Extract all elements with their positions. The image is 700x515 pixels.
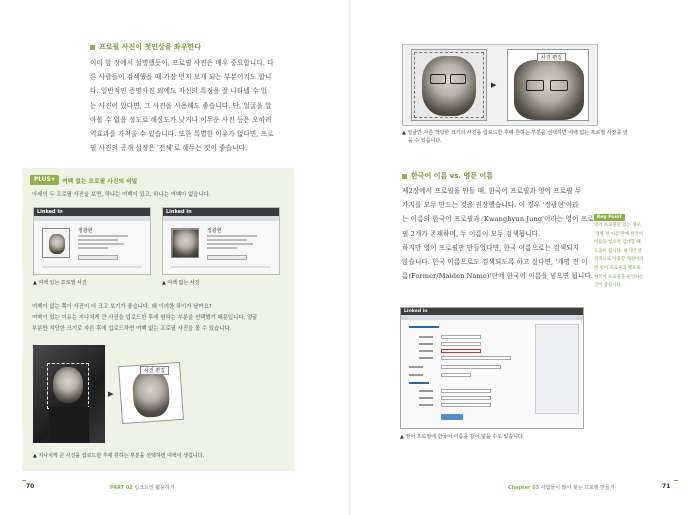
text-line: 가지를 모두 만드는 것을 권장했습니다. 이 경우 '정광현'이라 bbox=[402, 201, 579, 210]
text-line: 하지만 영어 프로필만 만들었다면, 한국 이름으로는 검색되지 bbox=[402, 243, 580, 252]
text-line: 다. 일반적인 증명사진 외에도 자신의 특징을 잘 나타낼 수 있 bbox=[90, 87, 268, 96]
square-bullet-icon bbox=[402, 174, 407, 179]
cropped-photo bbox=[132, 370, 171, 418]
key-point-text bbox=[594, 222, 656, 291]
text-line: 격적으로 사용할 계정이라 bbox=[594, 257, 644, 263]
glasses-icon bbox=[550, 80, 568, 91]
plus-box-intro: 아래의 두 프로필 사진을 보면, 하나는 여백이 있고, 하나는 여백이 없습니다. bbox=[32, 192, 211, 198]
arrow-right-icon: ▶ bbox=[108, 390, 114, 398]
text-line: 필 2개가 존재하며, 두 이름이 모두 검색됩니다. bbox=[402, 229, 541, 238]
profile-name: 정광현 bbox=[207, 228, 222, 234]
text-line: 아볼 수 없을 정도로 해상도가 낮거나 어두운 사진 등은 오히려 bbox=[90, 115, 272, 124]
page-number: 71 bbox=[662, 483, 671, 490]
section-heading-profile-photo: 프로필 사진이 첫인상을 좌우한다 bbox=[90, 42, 201, 52]
text-line: 것이 좋습니다. bbox=[594, 283, 623, 289]
text-line: 않습니다. 한국 이름으로도 검색되도록 하고 싶다면, '개명 전 이 bbox=[402, 258, 588, 267]
text-line: 한국어 프로필을 운영하는 bbox=[594, 274, 644, 280]
linkedin-logo: Linked in bbox=[166, 209, 192, 215]
caption-crop: ▲ 지나치게 큰 사진을 업로드한 후에 원하는 부분을 선택하면 여백이 생깁니다. bbox=[33, 453, 205, 459]
crop-label: 사진 편집 bbox=[140, 366, 169, 375]
profile-name: 정광현 bbox=[78, 228, 93, 234]
cropped-face-left-frame bbox=[411, 49, 487, 121]
footer-rule bbox=[22, 480, 26, 481]
running-footer: Chapter 03 사람들이 많이 찾는 프로필 만들기 bbox=[508, 485, 615, 491]
text-line: 부분만 적당한 크기로 자른 후에 업로드하면 여백 없는 프로필 사진을 볼 수 있습니다. bbox=[32, 326, 232, 332]
crop-selection-box bbox=[47, 363, 89, 409]
caption-no-margin: ▲ 여백 없는 사진 bbox=[162, 280, 200, 286]
profile-photo bbox=[49, 234, 65, 254]
section-heading-name: 한국어 이름 vs. 영문 이름 bbox=[402, 171, 493, 181]
plus-badge: PLUS+ bbox=[30, 175, 59, 185]
text-line: 도움이 됩니다. 하지만 본 bbox=[594, 248, 642, 254]
text-line: 이름을 넣으면 검색할 때 bbox=[594, 240, 641, 246]
text-line: 면 영어 프로필과 별도로 bbox=[594, 265, 641, 271]
text-line: 역효과를 가져올 수 있습니다. 또한 특별한 이유가 없다면, 프로 bbox=[90, 130, 274, 139]
linkedin-logo: Linked in bbox=[37, 209, 63, 215]
section-body-name bbox=[402, 184, 594, 283]
large-original-photo bbox=[33, 345, 105, 443]
plus-box-explanation bbox=[32, 302, 257, 335]
text-line: 는 사진이 있다면, 그 사진을 사용해도 좋습니다. 단, 얼굴을 알 bbox=[90, 101, 272, 110]
profile-screenshot-with-margin bbox=[33, 207, 151, 275]
text-line: 름(Former/Maiden Name)'란에 한국어 이름을 넣으면 됩니다. bbox=[402, 272, 594, 281]
section-body-profile-photo bbox=[90, 56, 274, 155]
text-line: 영어 프로필만 있는 경우, bbox=[594, 223, 642, 228]
footer-rule bbox=[674, 480, 678, 481]
key-point-label: Key Point bbox=[594, 214, 625, 221]
text-line: 른 사람들이 검색했을 때 가장 먼저 보게 되는 부분이기도 합니 bbox=[90, 73, 272, 82]
crop-selection-box bbox=[414, 52, 484, 118]
page-number: 70 bbox=[26, 483, 35, 490]
form-caption: ▲ 영어 프로필에 한국어 이름을 같이 넣을 수도 있습니다. bbox=[400, 434, 525, 440]
plus-box-title: 여백 없는 프로필 사진의 비밀 bbox=[62, 179, 138, 185]
running-footer: PART 02 링크드인 활용하기 bbox=[110, 485, 175, 491]
text-line: 이미 앞 장에서 설명했듯이, 프로필 사진은 매우 중요합니다. 다 bbox=[90, 59, 274, 67]
text-line: 여백이 있는 이유는 지나치게 큰 사진을 업로드한 후에 원하는 부분을 선택했기 때문입니다. 얼굴 bbox=[32, 315, 258, 321]
glasses-icon bbox=[526, 80, 544, 91]
caption-with-margin: ▲ 여백 있는 프로필 사진 bbox=[33, 280, 87, 286]
cropped-face-right bbox=[514, 60, 584, 120]
text-line: 제2장에서 프로필을 만들 때, 한국어 프로필과 영어 프로필 두 bbox=[402, 187, 582, 195]
text-line: 는 이름의 한국어 프로필과 'Kwanghyun Jung'이라는 영어 프로 bbox=[402, 215, 594, 224]
person-body bbox=[49, 407, 89, 443]
profile-photo-frame bbox=[42, 228, 70, 258]
linkedin-edit-name-screenshot bbox=[400, 307, 584, 429]
profile-screenshot-no-margin bbox=[162, 207, 280, 275]
top-figure-frame bbox=[402, 44, 598, 126]
text-line: '개명 전 이름'란에 한국어 bbox=[594, 231, 644, 237]
arrow-right-icon: ▶ bbox=[491, 81, 497, 89]
crop-label: 사진 편집 bbox=[537, 53, 566, 62]
top-figure-caption bbox=[402, 129, 628, 145]
text-line: 필 사진의 공개 설정은 '전체'로 해두는 것이 좋습니다. bbox=[90, 144, 248, 153]
text-line: ▲ 얼굴만 자른 적당한 크기의 사진을 업로드한 후에 원하는 부분을 선택하면 여백 없는 프로필 사진을 얻 bbox=[402, 130, 628, 136]
profile-photo-frame bbox=[171, 228, 199, 258]
text-line: 을 수 있습니다. bbox=[408, 138, 442, 144]
text-line: 여백이 없는 쪽이 사진이 더 크고 보기가 좋습니다. 왜 이러한 차이가 날까요? bbox=[32, 304, 212, 310]
linkedin-logo: Linked in bbox=[404, 309, 428, 314]
profile-photo bbox=[173, 230, 198, 257]
square-bullet-icon bbox=[90, 45, 95, 50]
